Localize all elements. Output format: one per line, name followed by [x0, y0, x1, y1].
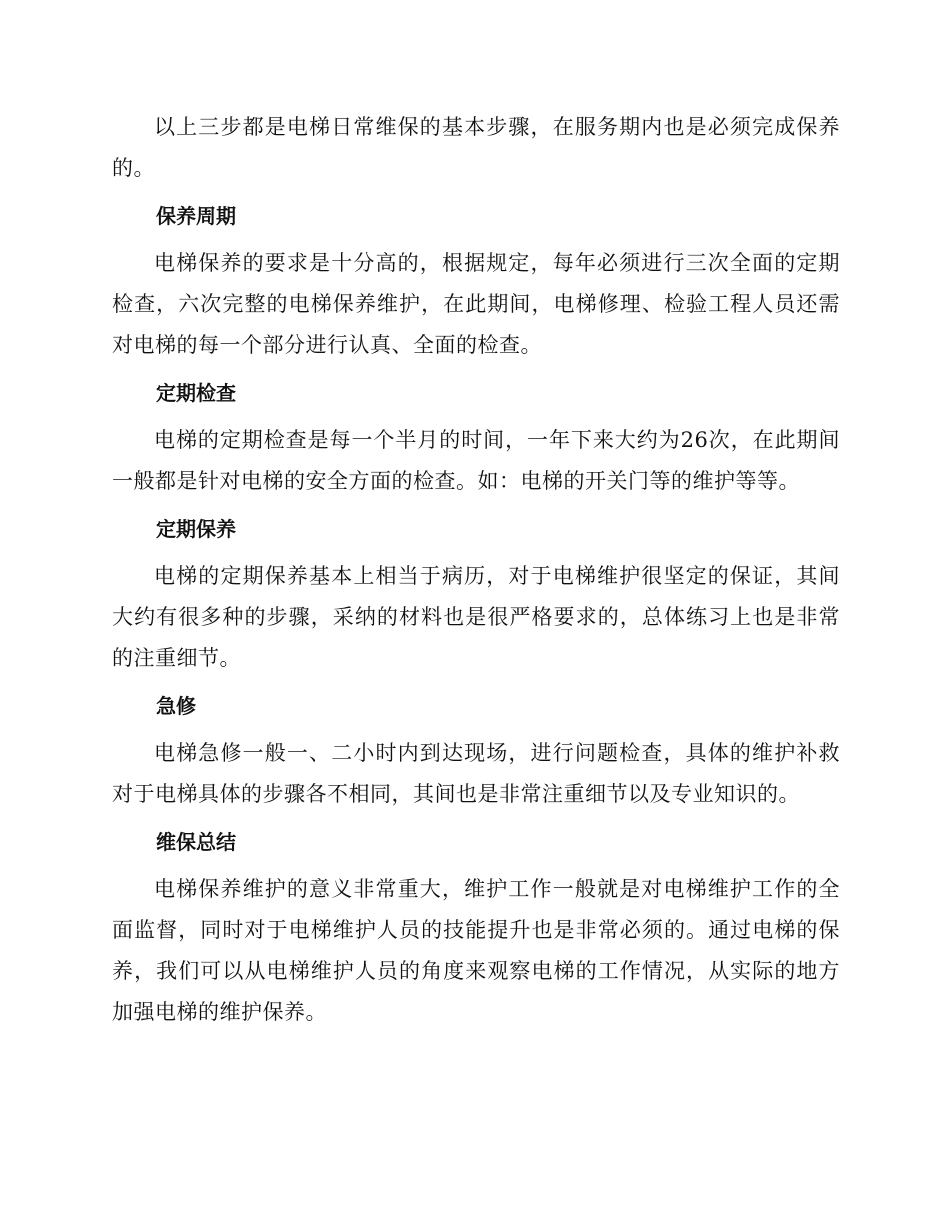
section-paragraph-maintenance-cycle: 电梯保养的要求是十分高的，根据规定，每年必须进行三次全面的定期检查，六次完整的电梯保养维护，在此期间，电梯修理、检验工程人员还需对电梯的每一个部分进行认真、全面的检查。 — [112, 251, 840, 357]
section-heading-maintenance-summary: 维保总结 — [156, 830, 236, 854]
section-paragraph-maintenance-summary: 电梯保养维护的意义非常重大，维护工作一般就是对电梯维护工作的全面监督，同时对于电梯维护人员的技能提升也是非常必须的。通过电梯的保养，我们可以从电梯维护人员的角度来观察电梯的工作情况，从实际的地方加强电梯的维护保养。 — [112, 877, 840, 1024]
intro-paragraph: 以上三步都是电梯日常维保的基本步骤，在服务期内也是必须完成保养的。 — [112, 115, 840, 180]
section-heading-periodic-maintenance: 定期保养 — [156, 517, 236, 541]
document-body — [112, 107, 840, 1033]
section-paragraph-emergency-repair: 电梯急修一般一、二小时内到达现场，进行问题检查，具体的维护补救对于电梯具体的步骤各不相同，其间也是非常注重细节以及专业知识的。 — [112, 741, 840, 806]
section-heading-emergency-repair: 急修 — [156, 694, 196, 718]
section-paragraph-periodic-inspection: 电梯的定期检查是每一个半月的时间，一年下来大约为26次，在此期间一般都是针对电梯的安全方面的检查。如：电梯的开关门等的维护等等。 — [112, 428, 840, 493]
section-heading-periodic-inspection: 定期检查 — [156, 381, 236, 405]
section-paragraph-periodic-maintenance: 电梯的定期保养基本上相当于病历，对于电梯维护很坚定的保证，其间大约有很多种的步骤，采纳的材料也是很严格要求的，总体练习上也是非常的注重细节。 — [112, 564, 840, 670]
section-heading-maintenance-cycle: 保养周期 — [156, 204, 236, 228]
